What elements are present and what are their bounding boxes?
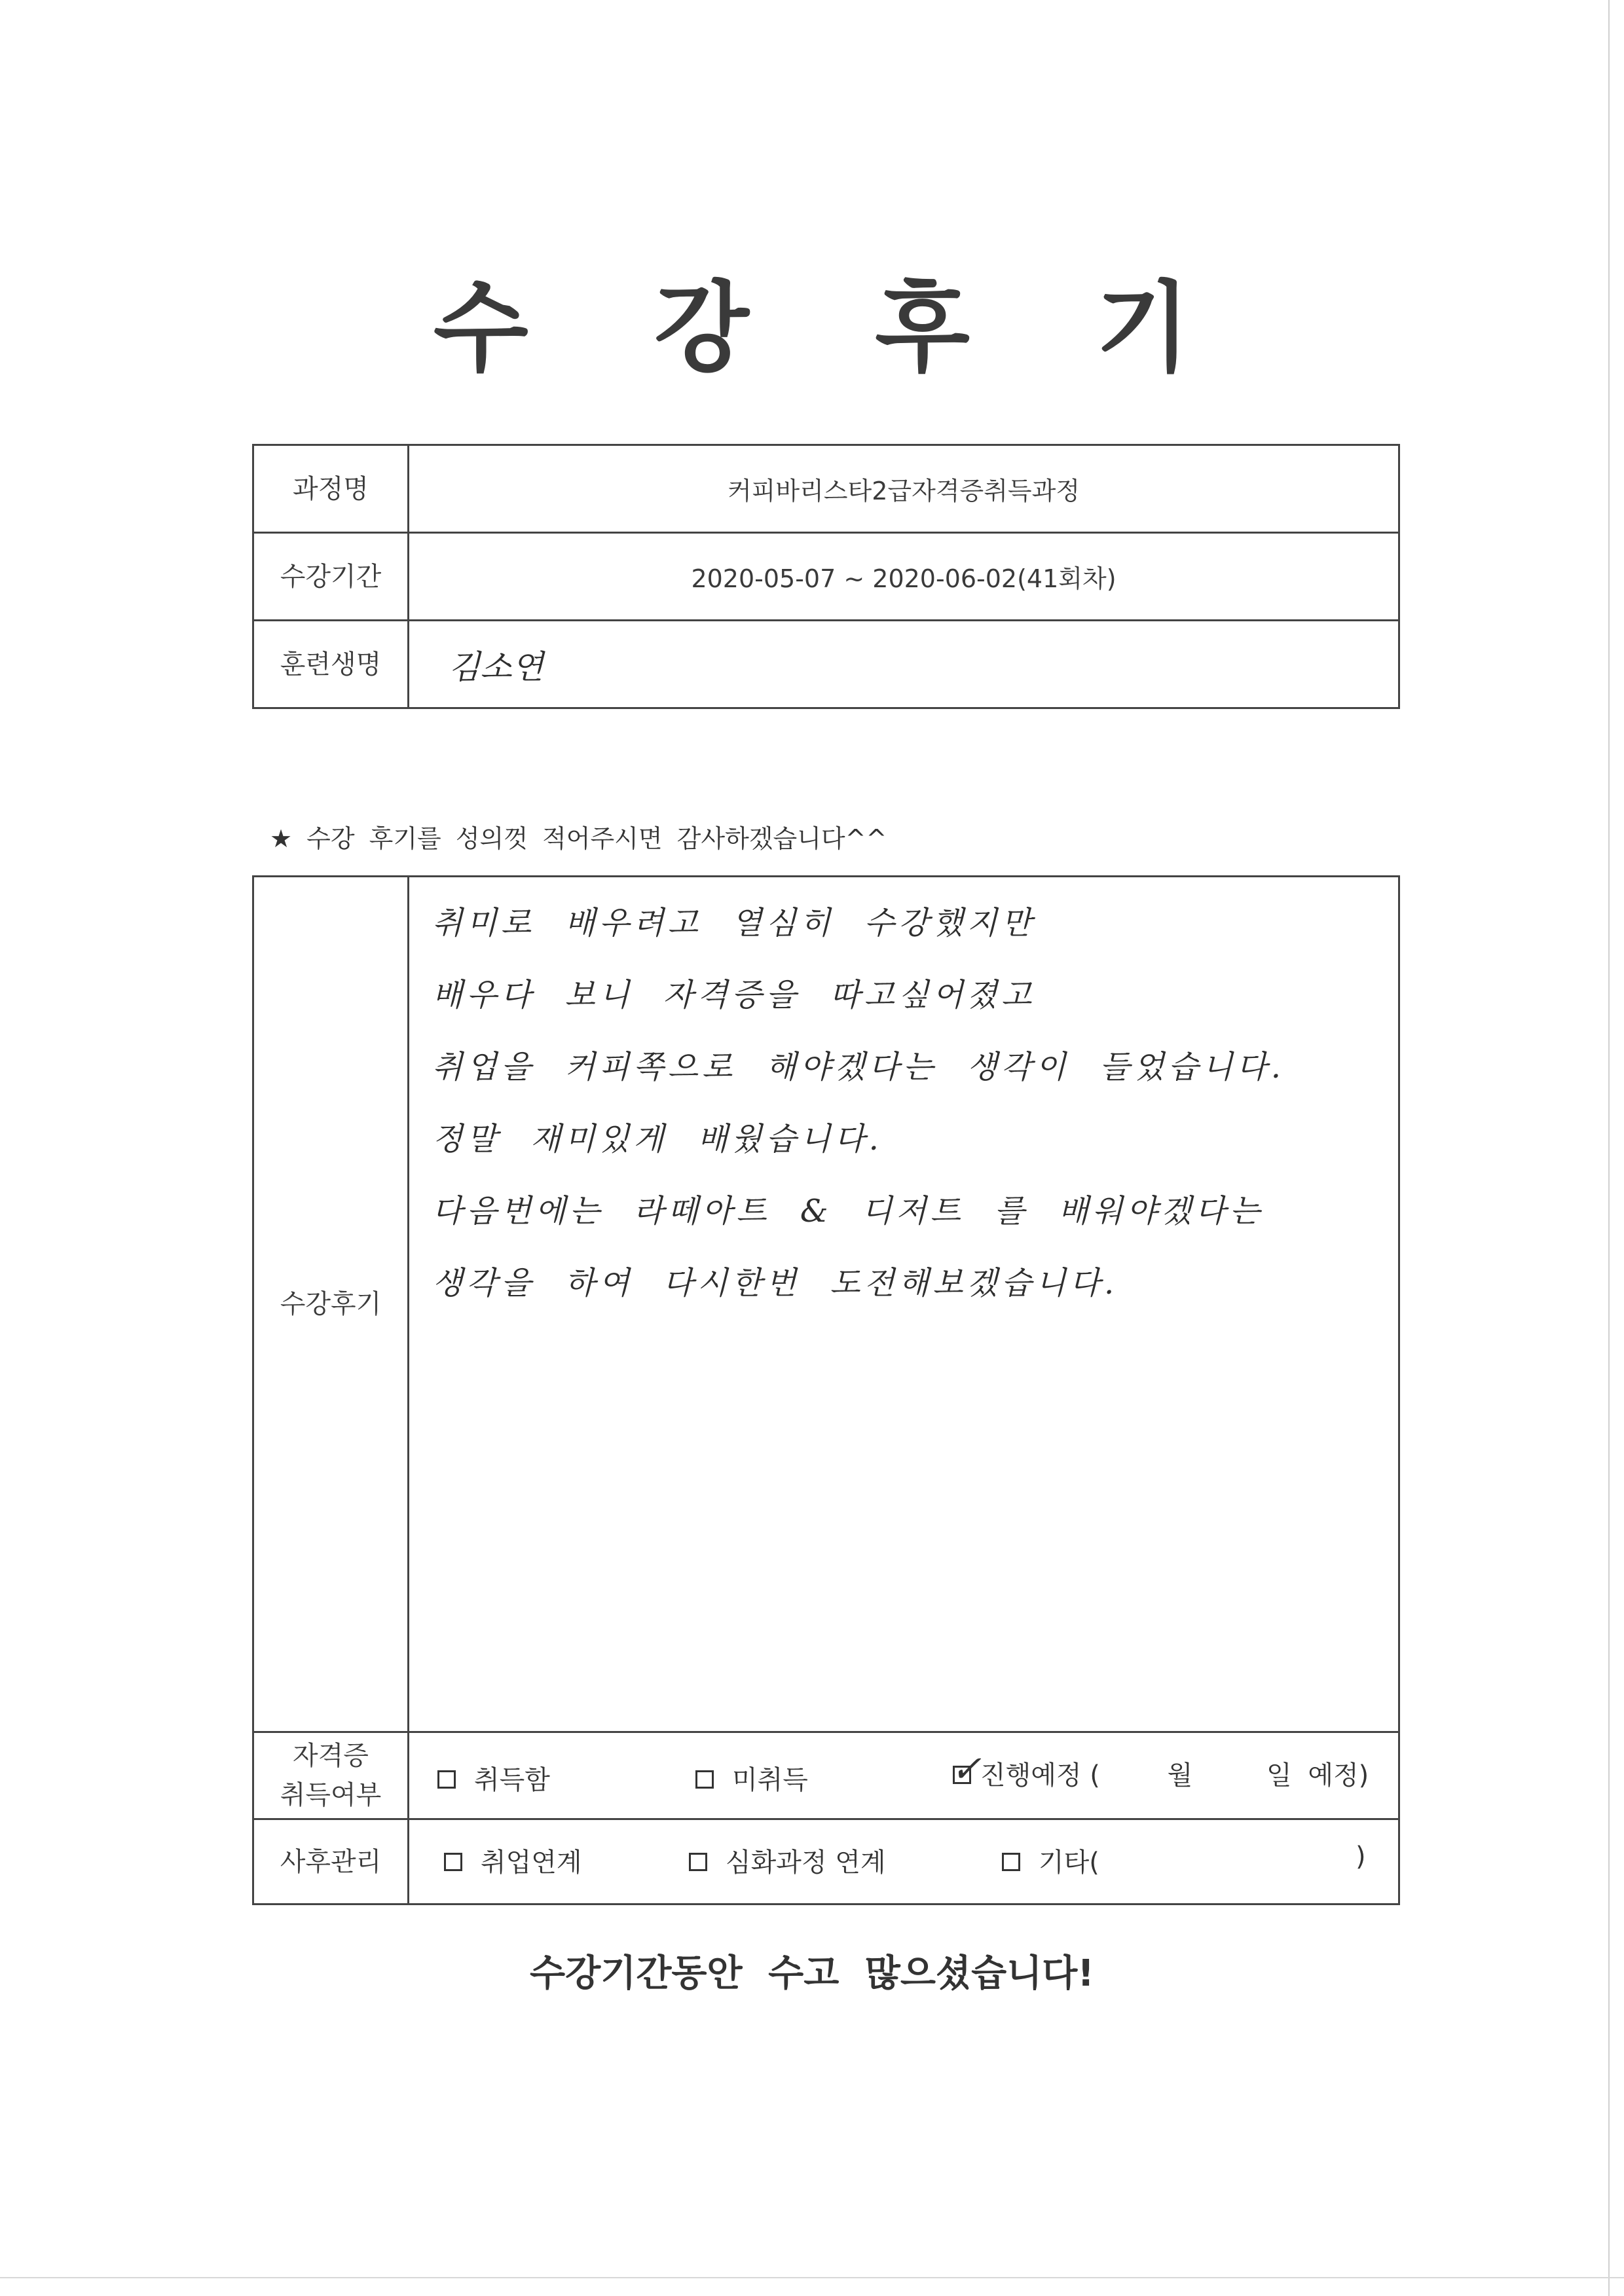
checkbox-icon[interactable] [695, 1770, 714, 1789]
cert-option-in-progress-label: 진행예정 ( [980, 1760, 1100, 1791]
trainee-name-handwritten: 김소연 [449, 647, 544, 686]
aftercare-label: 사후관리 [253, 1819, 409, 1904]
trainee-label: 훈련생명 [253, 621, 409, 708]
closing-message: 수강기간동안 수고 많으셨습니다! [530, 1952, 1094, 1995]
info-table [252, 444, 1400, 709]
month-label: 월 [1167, 1760, 1193, 1791]
cert-option-acquired-label: 취득함 [474, 1765, 550, 1795]
cert-option-not-acquired[interactable] [695, 1759, 808, 1796]
review-line: 다음번에는 라떼아트 & 디저트 를 배워야겠다는 [432, 1193, 1264, 1230]
checkbox-icon[interactable] [689, 1853, 707, 1871]
aftercare-option-advanced-label: 심화과정 연계 [726, 1848, 886, 1878]
cert-option-not-acquired-label: 미취득 [732, 1765, 808, 1795]
review-line: 취미로 배우려고 열심히 수강했지만 [432, 905, 1036, 941]
checkbox-icon[interactable] [437, 1770, 456, 1789]
certificate-label-line1: 자격증 [293, 1741, 369, 1771]
cert-option-acquired[interactable] [437, 1759, 550, 1796]
certificate-label-line2: 취득여부 [280, 1780, 382, 1810]
certificate-label [253, 1732, 409, 1819]
period-label: 수강기간 [253, 533, 409, 621]
review-line: 정말 재미있게 배웠습니다. [432, 1121, 883, 1157]
aftercare-option-advanced[interactable] [689, 1842, 886, 1879]
course-label: 과정명 [253, 445, 409, 533]
notice-text: ★ 수강 후기를 성의껏 적어주시면 감사하겠습니다^^ [270, 824, 887, 853]
page-edge-bottom [0, 2277, 1624, 2278]
review-label: 수강후기 [253, 877, 409, 1732]
review-line: 취업을 커피쪽으로 해야겠다는 생각이 들었습니다. [432, 1049, 1285, 1085]
page-title: 수 강 후 기 [433, 272, 1237, 386]
aftercare-option-employment-label: 취업연계 [481, 1848, 582, 1878]
course-value: 커피바리스타2급자격증취득과정 [409, 445, 1399, 533]
review-handwritten-text [432, 887, 1362, 1319]
aftercare-option-other[interactable] [1002, 1842, 1099, 1879]
expected-label: 예정) [1308, 1760, 1369, 1791]
aftercare-option-employment[interactable] [444, 1842, 582, 1879]
trainee-name-cell[interactable] [409, 621, 1399, 708]
aftercare-other-close: ) [1356, 1842, 1366, 1872]
checkbox-checked-icon[interactable] [951, 1748, 982, 1791]
cert-option-in-progress[interactable] [951, 1748, 1369, 1792]
period-value: 2020-05-07 ~ 2020-06-02(41회차) [409, 533, 1399, 621]
check-mark-icon: ✓ [951, 1748, 982, 1791]
review-line: 배우다 보니 자격증을 따고싶어졌고 [432, 977, 1036, 1013]
checkbox-icon[interactable] [444, 1853, 462, 1871]
review-line: 생각을 하여 다시한번 도전해보겠습니다. [432, 1265, 1118, 1302]
aftercare-option-other-label: 기타( [1039, 1848, 1099, 1878]
checkbox-icon[interactable] [1002, 1853, 1020, 1871]
day-label: 일 [1266, 1760, 1292, 1791]
